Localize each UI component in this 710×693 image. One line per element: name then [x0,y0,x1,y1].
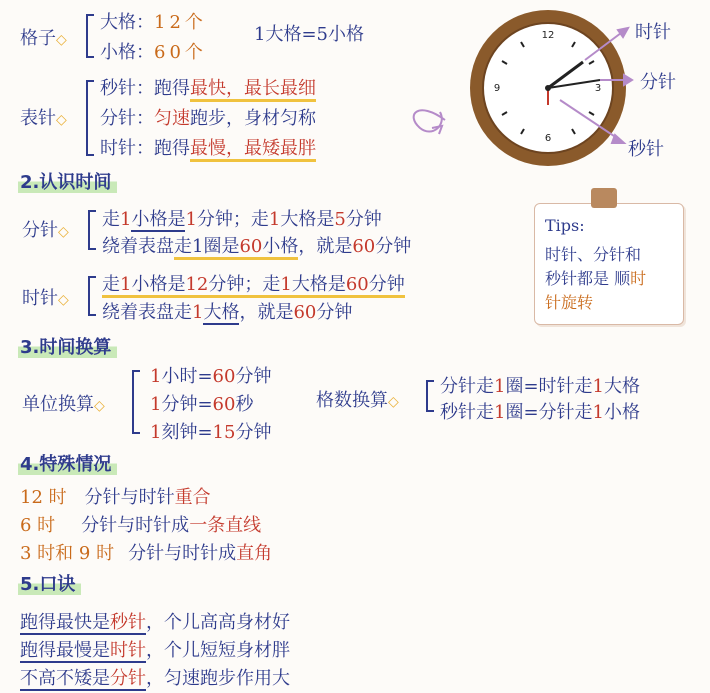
label-second-hand: 秒针 [628,139,664,160]
gezi-big: 大格：12个 [100,12,207,33]
tips-line-1: 时针、分针和 [545,245,642,264]
min-line: 分针：匀速跑步，身材匀称 [100,108,316,129]
fen-label: 分针◇ [22,220,69,241]
section-4-title: 4.特殊情况 [18,450,117,476]
clock-num-3: 3 [594,83,602,94]
label-hour-hand: 时针 [635,22,671,43]
ge-line-2: 秒针走1圈=分针走1小格 [440,402,640,423]
clock-illustration [400,0,710,175]
tips-title: Tips: [545,216,585,235]
gezi-label: 格子◇ [20,28,67,49]
sparkle-icon: ◇ [58,224,69,240]
pin-icon [591,188,617,208]
clock-num-12: 12 [541,30,555,41]
fen-line-2: 绕着表盘走1圈是60小格，就是60分钟 [102,232,411,258]
brace [88,276,96,316]
ge-line-1: 分针走1圈=时针走1大格 [440,376,640,397]
unit-line-1: 1小时=60分钟 [150,366,272,387]
clock-num-6: 6 [544,133,552,144]
brace [86,14,94,58]
unit-label: 单位换算◇ [22,394,105,415]
ge-label: 格数换算◇ [316,390,399,411]
section-2-title: 2.认识时间 [18,168,117,194]
hr-line: 时针：跑得最慢，最矮最胖 [100,134,316,160]
shi-label: 时针◇ [22,288,69,309]
unit-line-2: 1分钟=60秒 [150,394,254,415]
biaozhen-label: 表针◇ [20,108,67,129]
tips-line-3: 针旋转 [545,293,594,312]
gezi-small: 小格：60个 [100,42,207,63]
brace [426,380,434,412]
special-row-2: 6 时 分针与时针成一条直线 [20,515,262,536]
tips-note [534,203,684,325]
swirl-icon [414,110,445,134]
sparkle-icon: ◇ [388,394,399,410]
sparkle-icon: ◇ [58,292,69,308]
clock-num-9: 9 [493,83,501,94]
fen-line-1: 走1小格是1分钟；走1大格是5分钟 [102,209,382,230]
mnemonic-3: 不高不矮是分针，匀速跑步作用大 [20,668,290,689]
brace [88,210,96,250]
unit-line-3: 1刻钟=15分钟 [150,422,272,443]
sparkle-icon: ◇ [56,32,67,48]
section-3-title: 3.时间换算 [18,333,117,359]
mnemonic-1: 跑得最快是秒针，个儿高高身材好 [20,612,290,633]
label-minute-hand: 分针 [640,72,676,93]
mnemonic-2: 跑得最慢是时针，个儿短短身材胖 [20,640,290,661]
special-row-1: 12 时 分针与时针重合 [20,487,211,508]
shi-line-1: 走1小格是12分钟；走1大格是60分钟 [102,270,405,296]
section-5-title: 5.口诀 [18,570,81,596]
tips-line-2: 秒针都是 顺时 [545,269,647,288]
shi-line-2: 绕着表盘走1大格，就是60分钟 [102,302,353,323]
special-row-3: 3 时和 9 时 分针与时针成直角 [20,543,273,564]
brace [86,80,94,156]
brace [132,370,140,434]
sparkle-icon: ◇ [56,112,67,128]
sparkle-icon: ◇ [94,398,105,414]
sec-line: 秒针：跑得最快，最长最细 [100,74,316,100]
gezi-rel: 1大格=5小格 [254,24,364,45]
